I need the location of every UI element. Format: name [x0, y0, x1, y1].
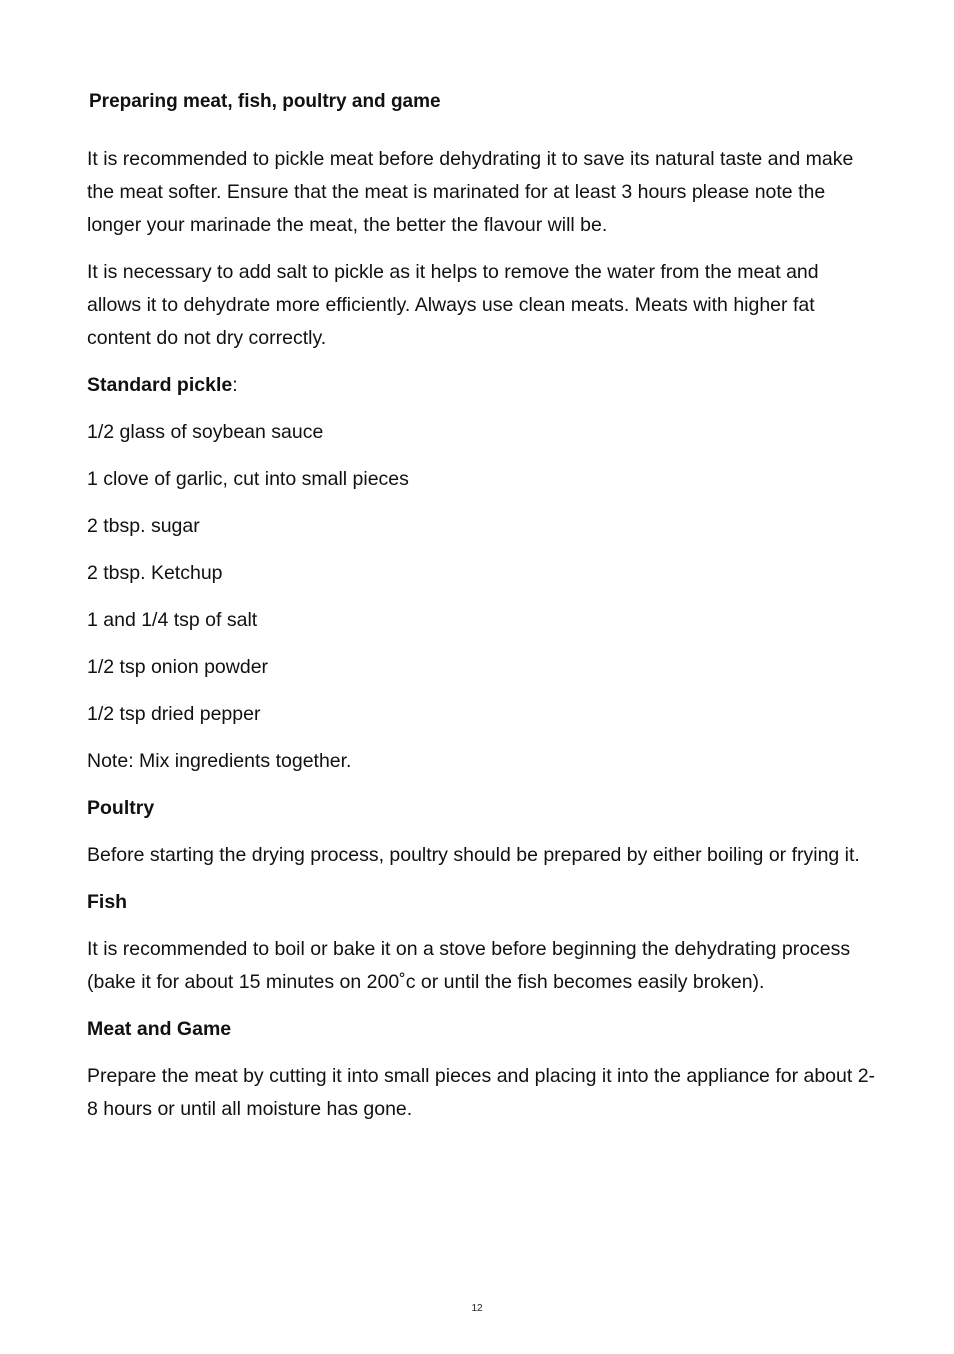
intro-paragraph-1: It is recommended to pickle meat before dehydrating it to save its natural taste and make the meat softer. Ensure that the meat is marinated for at least 3 hours please note the longer your marinade the meat, the better the flavour will be. [87, 148, 854, 236]
ingredient-item: 1 clove of garlic, cut into small pieces [87, 468, 409, 490]
standard-pickle-heading-line [87, 369, 877, 402]
intro-paragraph-2: It is necessary to add salt to pickle as it helps to remove the water from the meat and allows it to dehydrate more efficiently. Always use clean meats. Meats with higher fat content do not dry correctly. [87, 261, 819, 349]
poultry-heading: Poultry [87, 797, 155, 819]
ingredient-item: 2 tbsp. sugar [87, 515, 200, 537]
ingredient-item: 2 tbsp. Ketchup [87, 562, 223, 584]
document-page [87, 86, 877, 1140]
meat-game-heading: Meat and Game [87, 1018, 232, 1040]
meat-game-paragraph: Prepare the meat by cutting it into small pieces and placing it into the appliance for about 2-8 hours or until all moisture has gone. [87, 1065, 876, 1120]
page-number: 12 [471, 1303, 483, 1314]
poultry-paragraph: Before starting the drying process, poultry should be prepared by either boiling or frying it. [87, 844, 860, 866]
ingredient-item: 1/2 tsp dried pepper [87, 703, 261, 725]
ingredient-item: 1 and 1/4 tsp of salt [87, 609, 258, 631]
standard-pickle-colon: : [232, 374, 238, 396]
fish-paragraph: It is recommended to boil or bake it on a stove before beginning the dehydrating process (bake it for about 15 minutes on 200˚c or until the fish becomes easily broken). [87, 938, 851, 993]
ingredient-item: 1/2 tsp onion powder [87, 656, 269, 678]
standard-pickle-heading: Standard pickle [87, 374, 233, 396]
pickle-note: Note: Mix ingredients together. [87, 750, 352, 772]
page-title: Preparing meat, fish, poultry and game [89, 91, 441, 112]
fish-heading: Fish [87, 891, 128, 913]
ingredient-item: 1/2 glass of soybean sauce [87, 421, 324, 443]
